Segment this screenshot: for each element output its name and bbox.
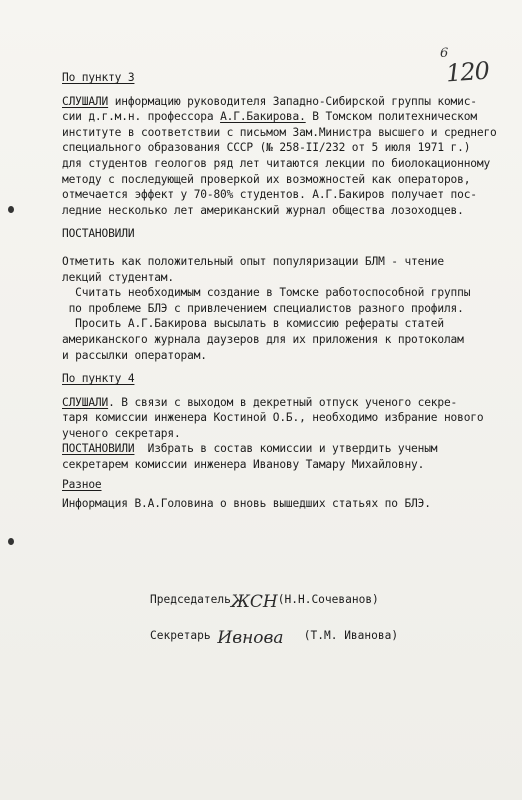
item4-resolved-line-2: секретарем комиссии инженера Иванову Тамару Михайловну. <box>62 458 425 472</box>
resolution-line-3: Считать необходимым создание в Томске работоспособной группы <box>62 286 471 300</box>
item4-resolved-line-1: ПОСТАНОВИЛИ Избрать в состав комиссии и утвердить ученым <box>62 442 438 456</box>
item4-heading: По пункту 4 <box>62 372 135 386</box>
protocol-body <box>62 70 502 512</box>
secretary-name: (Т.М. Иванова) <box>303 629 399 642</box>
resolution-line-6: американского журнала даузеров для их приложения к протоколам <box>62 332 464 346</box>
heard-label: СЛУШАЛИ <box>62 94 109 108</box>
resolved-label: ПОСТАНОВИЛИ <box>62 442 135 456</box>
resolution-line-2: лекций студентам. <box>62 270 174 284</box>
item4-heard-line-3: ученого секретаря. <box>62 426 181 440</box>
chair-role: Председатель <box>150 593 231 606</box>
item3-line-1: СЛУШАЛИ информацию руководителя Западно-Сибирской группы комис- <box>62 94 477 108</box>
speaker-name: А.Г.Бакирова. <box>220 110 306 124</box>
page-number: 6 <box>440 46 449 61</box>
item3-heading: По пункту 3 <box>62 71 135 84</box>
folio-number: 120 <box>445 56 490 88</box>
chair-name: (Н.Н.Сочеванов) <box>277 593 379 606</box>
item3-line-3: институте в соответствии с письмом Зам.Министра высшего и среднего <box>62 125 497 139</box>
item3-line-2: сии д.г.м.н. профессора А.Г.Бакирова. В Томском политехническом <box>62 110 477 124</box>
item4-heard-line-2: таря комиссии инженера Костиной О.Б., необходимо избрание нового <box>62 411 484 425</box>
punch-hole <box>8 538 14 545</box>
item4-heard-line-1: СЛУШАЛИ. В связи с выходом в декретный отпуск ученого секре- <box>62 395 458 409</box>
secretary-signature: Ивнова <box>217 628 284 648</box>
resolution-line-1: Отметить как положительный опыт популяризации БЛМ - чтение <box>62 254 444 268</box>
resolution-line-4: по проблеме БЛЭ с привлечением специалистов разного профиля. <box>62 301 464 315</box>
item3-line-5: для студентов геологов ряд лет читаются лекции по биолокационному <box>62 156 491 170</box>
secretary-role: Секретарь <box>150 629 211 642</box>
chair-signature: ЖСН <box>230 592 278 612</box>
item3-line-8: ледние несколько лет американский журнал общества лозоходцев. <box>62 203 464 217</box>
item3-line-4: специального образования СССР (№ 258-II/232 от 5 июля 1971 г.) <box>62 141 471 155</box>
chair-signature-line <box>150 592 510 612</box>
secretary-signature-line <box>150 628 510 648</box>
misc-line: Информация В.А.Головина о вновь вышедших статьях по БЛЭ. <box>62 497 431 511</box>
resolution-heading: ПОСТАНОВИЛИ <box>62 227 135 241</box>
misc-heading: Разное <box>62 477 102 491</box>
resolution-line-7: и рассылки операторам. <box>62 348 207 362</box>
item3-line-6: методу с последующей проверкой их возможностей как операторов, <box>62 172 471 186</box>
punch-hole <box>8 206 14 213</box>
item3-line-7: отмечается эффект у 70-80% студентов. А.Г.Бакиров получает пос- <box>62 188 477 202</box>
resolution-line-5: Просить А.Г.Бакирова высылать в комиссию рефераты статей <box>62 317 444 331</box>
heard-label: СЛУШАЛИ <box>62 395 109 409</box>
